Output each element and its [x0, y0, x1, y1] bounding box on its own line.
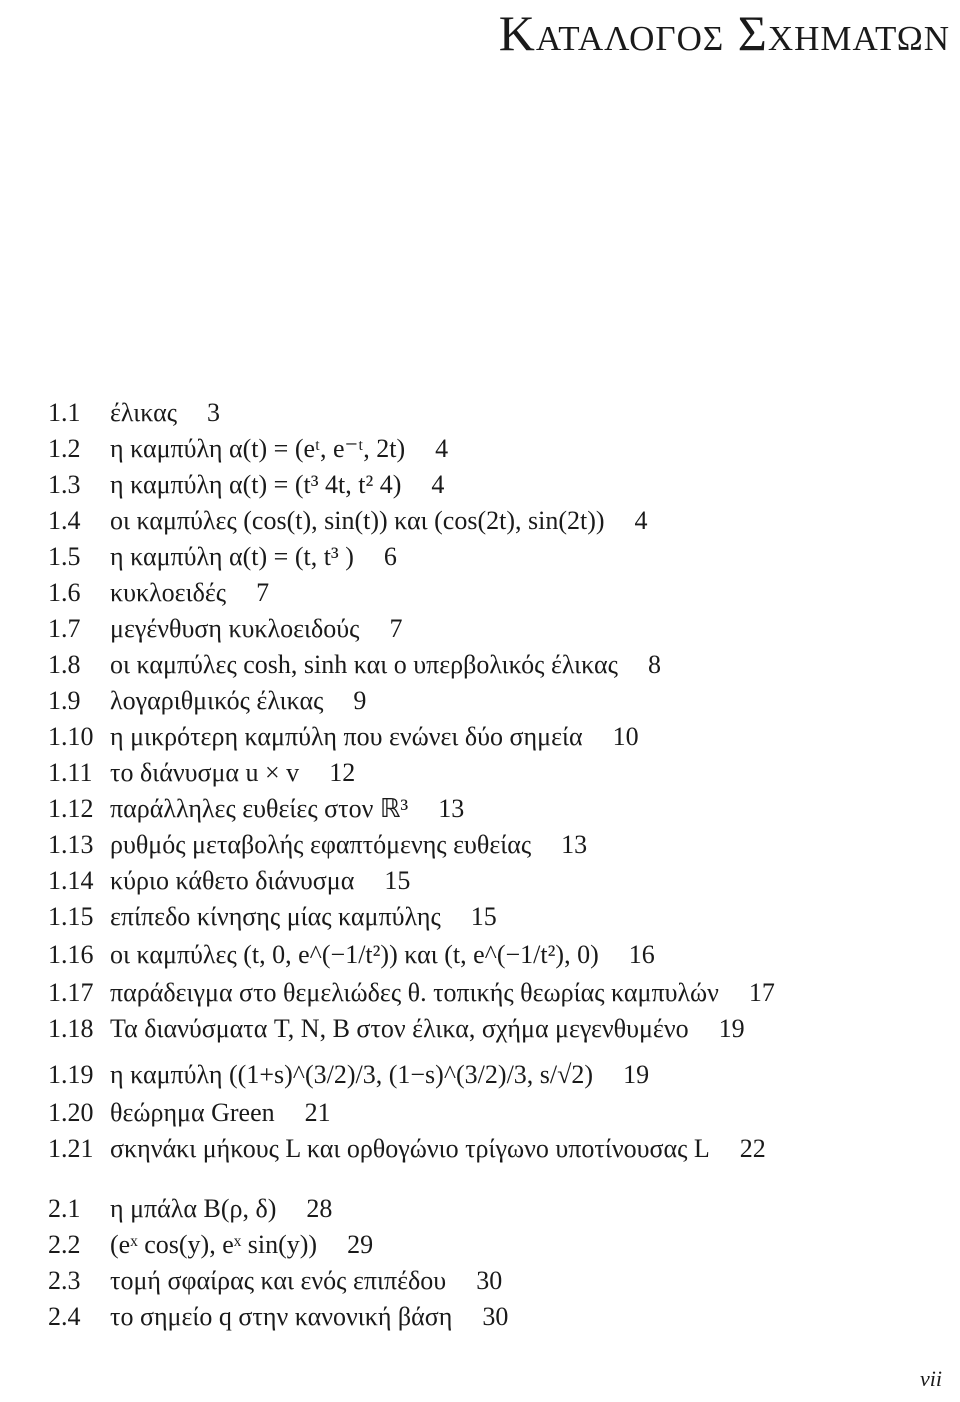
figure-entry [48, 756, 355, 790]
figure-entry [48, 900, 497, 934]
figure-entry [48, 396, 220, 430]
figure-number: 1.8 [48, 650, 81, 679]
figure-number: 2.4 [48, 1302, 81, 1331]
figure-page: 12 [329, 758, 356, 787]
figure-entry [48, 976, 775, 1010]
figure-number: 1.2 [48, 434, 81, 463]
figure-entry [48, 612, 402, 646]
figure-entry [48, 1192, 332, 1226]
figure-number: 1.13 [48, 830, 94, 859]
figure-caption: παράλληλες ευθείες στον ℝ³ [110, 794, 409, 823]
figure-page: 3 [207, 398, 220, 427]
figure-caption: οι καμπύλες cosh, sinh και ο υπερβολικός έλικας [110, 650, 618, 679]
figure-caption: το σημείο q στην κανονική βάση [110, 1302, 453, 1331]
figure-entry [48, 1300, 508, 1334]
figure-number: 1.1 [48, 398, 81, 427]
figure-caption: μεγένθυση κυκλοειδούς [110, 614, 360, 643]
figure-page: 22 [739, 1134, 766, 1163]
figure-number: 1.4 [48, 506, 81, 535]
figure-caption: επίπεδο κίνησης μίας καμπύλης [110, 902, 441, 931]
figure-page: 7 [256, 578, 270, 607]
figure-caption: η καμπύλη ((1+s)^(3/2)/3, (1−s)^(3/2)/3, s/√2) [110, 1060, 594, 1089]
figure-number: 1.14 [48, 866, 94, 895]
figure-entry [48, 864, 410, 898]
figure-page: 13 [438, 794, 465, 823]
figure-caption: η μπάλα B(ρ, δ) [110, 1194, 277, 1223]
figure-number: 1.5 [48, 542, 81, 571]
figure-caption: η μικρότερη καμπύλη που ενώνει δύο σημεία [110, 722, 583, 751]
figure-entry [48, 1058, 649, 1092]
figure-entry [48, 1012, 745, 1046]
figure-page: 6 [383, 542, 397, 571]
figure-caption: ρυθμός μεταβολής εφαπτόμενης ευθείας [110, 830, 532, 859]
figure-number: 1.18 [48, 1014, 94, 1043]
figure-caption: κύριο κάθετο διάνυσμα [110, 866, 355, 895]
figure-caption: παράδειγμα στο θεμελιώδες θ. τοπικής θεωρίας καμπυλών [110, 978, 719, 1007]
figure-entry [48, 792, 464, 826]
figure-caption: σκηνάκι μήκους L και ορθογώνιο τρίγωνο υποτίνουσας L [110, 1134, 710, 1163]
figure-page: 21 [304, 1098, 331, 1127]
figure-number: 1.9 [48, 686, 81, 715]
figure-entry [48, 468, 444, 502]
figure-caption: λογαριθμικός έλικας [110, 686, 324, 715]
figure-page: 19 [623, 1060, 650, 1089]
page-number: vii [920, 1366, 942, 1391]
figure-caption: κυκλοειδές [110, 578, 227, 607]
figure-entry [48, 684, 366, 718]
figure-caption: (eˣ cos(y), eˣ sin(y)) [110, 1230, 318, 1259]
figure-number: 1.17 [48, 978, 94, 1007]
figure-entry [48, 720, 639, 754]
figure-page: 9 [353, 686, 367, 715]
figure-page: 30 [476, 1266, 503, 1295]
figure-caption: τομή σφαίρας και ενός επιπέδου [110, 1266, 447, 1295]
figure-caption: η καμπύλη α(t) = (t, t³ ) [110, 542, 354, 571]
figure-entry [48, 432, 448, 466]
figure-caption: οι καμπύλες (t, 0, e^(−1/t²)) και (t, e^(−1/t²), 0) [110, 940, 599, 969]
figure-number: 1.19 [48, 1060, 94, 1089]
figure-caption: έλικας [110, 398, 177, 427]
figure-page: 19 [718, 1014, 745, 1043]
figure-entry [48, 828, 587, 862]
figure-number: 2.2 [48, 1230, 81, 1259]
figure-caption: θεώρημα Green [110, 1098, 275, 1127]
figure-caption: το διάνυσμα u × v [110, 758, 300, 787]
figure-entry [48, 504, 648, 538]
figure-number: 1.11 [48, 758, 93, 787]
figure-entry [48, 576, 269, 610]
figure-caption: Τα διανύσματα T, N, B στον έλικα, σχήμα μεγενθυμένο [110, 1014, 689, 1043]
figure-page: 28 [306, 1194, 333, 1223]
figure-page: 4 [431, 470, 445, 499]
figure-number: 1.16 [48, 940, 94, 969]
figure-entry [48, 1132, 766, 1166]
figure-page: 7 [389, 614, 403, 643]
figure-entry [48, 1096, 331, 1130]
figure-page: 4 [435, 434, 449, 463]
figure-number: 1.15 [48, 902, 94, 931]
figure-caption: η καμπύλη α(t) = (t³ 4t, t² 4) [110, 470, 402, 499]
figure-entry [48, 938, 655, 972]
figure-page: 15 [384, 866, 411, 895]
figure-page: 10 [612, 722, 639, 751]
figure-entry [48, 540, 397, 574]
figure-page: 4 [634, 506, 648, 535]
figure-number: 1.20 [48, 1098, 94, 1127]
figure-page: 8 [647, 650, 661, 679]
figure-number: 1.6 [48, 578, 81, 607]
figure-page: 13 [561, 830, 588, 859]
figure-number: 2.1 [48, 1194, 81, 1223]
figure-entry [48, 1264, 502, 1298]
figure-entry [48, 1228, 373, 1262]
figure-number: 1.3 [48, 470, 81, 499]
figure-number: 1.12 [48, 794, 94, 823]
figure-page: 29 [347, 1230, 374, 1259]
figure-number: 1.10 [48, 722, 94, 751]
figure-number: 1.7 [48, 614, 81, 643]
figure-entry [48, 648, 661, 682]
figure-caption: η καμπύλη α(t) = (eᵗ, e⁻ᵗ, 2t) [110, 434, 406, 463]
figure-number: 2.3 [48, 1266, 81, 1295]
page-title: Καταλογος Σχηματων [498, 5, 950, 61]
figure-page: 17 [748, 978, 775, 1007]
figure-page: 16 [628, 940, 655, 969]
figure-page: 30 [482, 1302, 509, 1331]
figure-page: 15 [470, 902, 497, 931]
figure-caption: οι καμπύλες (cos(t), sin(t)) και (cos(2t), sin(2t)) [110, 506, 605, 535]
figure-number: 1.21 [48, 1134, 94, 1163]
